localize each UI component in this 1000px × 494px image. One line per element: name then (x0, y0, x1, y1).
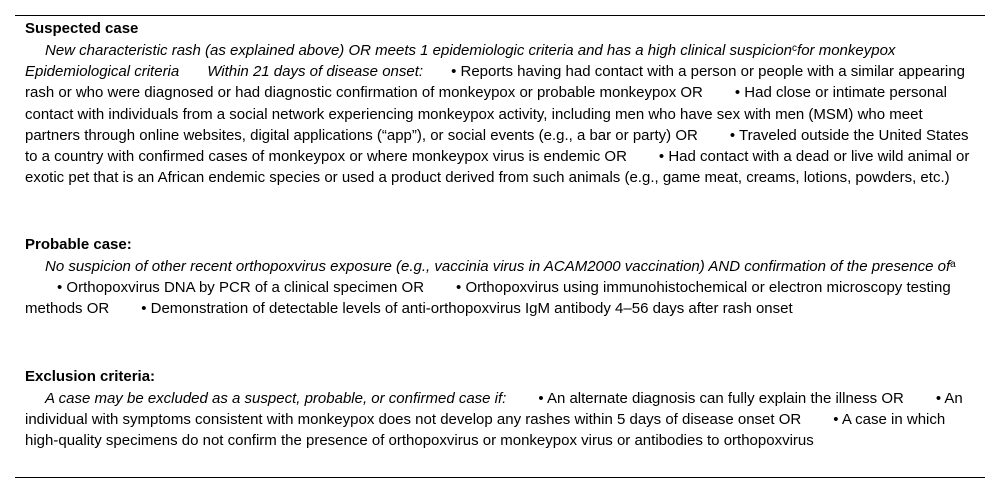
exclusion-criteria-heading: Exclusion criteria: (25, 368, 156, 385)
suspected-case-section (25, 18, 970, 188)
suspected-case-heading: Suspected case (25, 20, 139, 37)
exclusion-criteria-text (25, 388, 970, 452)
suspected-intro-tail: for monkeypox (797, 42, 896, 59)
exclusion-intro: A case may be excluded as a suspect, probable, or confirmed case if: (45, 390, 507, 407)
window-label: Within 21 days of disease onset: (207, 63, 424, 81)
suspected-case-text (25, 40, 970, 188)
suspected-intro: New characteristic rash (as explained above) OR meets 1 epidemiologic criteria and has a high clinical suspicion (45, 42, 793, 59)
suspected-bullet: • Reports having had contact with a person or people with a similar appearing rash or who were diagnosed or had diagnostic confirmation of monkeypox or probable monkeypox OR (25, 63, 965, 102)
suspected-bullet: • Traveled outside the United States to a country with confirmed cases of monkeypox or where monkeypox virus is endemic OR (25, 126, 969, 166)
probable-bullet: • Orthopoxvirus using immunohistochemical or electron microscopy testing methods OR (25, 279, 951, 318)
probable-case-heading: Probable case: (25, 236, 132, 253)
suspected-bullet: • Had contact with a dead or live wild animal or exotic pet that is an African endemic species or used a product derived from such animals (e.g., game meat, creams, lotions, powders, etc.) (25, 148, 970, 187)
probable-bullet: • Demonstration of detectable levels of anti-orthopoxvirus IgM antibody 4–56 days after rash onset (141, 300, 793, 318)
probable-bullet: • Orthopoxvirus DNA by PCR of a clinical specimen OR (57, 279, 425, 297)
footnote-a: a (950, 259, 956, 270)
probable-case-text (25, 256, 970, 320)
epi-criteria-label: Epidemiological criteria (25, 63, 180, 81)
exclusion-bullet: • An individual with symptoms consistent with monkeypox does not develop any rashes within 5 days of disease onset OR (25, 390, 963, 429)
case-definition-table (15, 15, 985, 478)
exclusion-criteria-section (25, 366, 970, 452)
exclusion-bullet: • An alternate diagnosis can fully explain the illness OR (538, 390, 904, 407)
probable-intro: No suspicion of other recent orthopoxvirus exposure (e.g., vaccinia virus in ACAM2000 vaccination) AND confirmation of the presence of (45, 258, 951, 275)
footnote-c: c (792, 43, 798, 54)
exclusion-bullet: • A case in which high-quality specimens do not confirm the presence of orthopoxvirus or monkeypox virus or antibodies to orthopoxvirus (25, 411, 946, 450)
suspected-bullet: • Had close or intimate personal contact with individuals from a social network experiencing monkeypox activity, including men who have sex with men (MSM) who meet partners through online websites, digital applications (“app”), or social events (e.g., a bar or party) OR (25, 84, 947, 144)
probable-case-section (25, 234, 970, 320)
